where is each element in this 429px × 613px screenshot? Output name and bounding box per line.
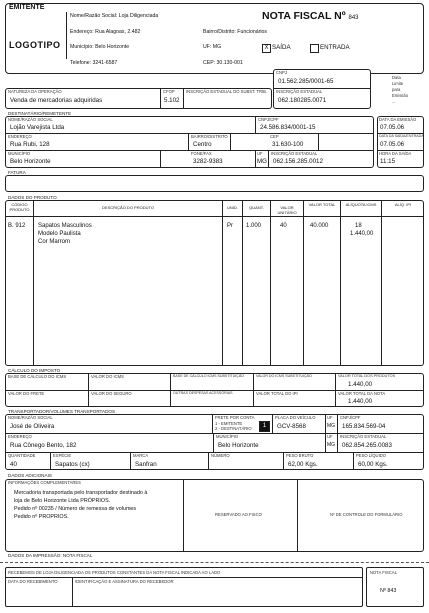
tr-ie-label: INSCRIÇÃO ESTADUAL — [340, 434, 387, 439]
receipt-date-label: DATA DO RECEBIMENTO — [8, 579, 58, 584]
tr-cnpj-label: CNPJ/CPF — [340, 415, 361, 420]
tr-gross-value: 62,00 Kgs. — [288, 461, 318, 468]
ie-label: INSCRIÇÃO ESTADUAL — [276, 89, 323, 94]
emitter-line-1: Endereço: Rua Alagoas, 2.482 — [70, 29, 141, 35]
doc-title — [262, 10, 359, 22]
saida-checkbox[interactable]: X — [262, 44, 271, 53]
tax-section: CÁLCULO DO IMPOSTO — [8, 368, 61, 373]
th-unit: UNID. — [227, 205, 238, 210]
rec-phone-label: FONE/FAX — [191, 151, 212, 156]
rec-district-value: Centro — [193, 141, 212, 148]
tax-ipi-label: VALOR TOTAL DO IPI — [256, 391, 298, 396]
cnpj-label: CNPJ — [276, 70, 287, 75]
tr-ie-value: 062.854.265.0083 — [342, 442, 392, 449]
tr-freight-label: FRETE POR CONTA — [215, 415, 255, 420]
tr-brand-value: Sanfran — [135, 461, 157, 468]
info-line-2: Pedido nº 00235 / Número de remessa de volumes — [14, 506, 137, 512]
side-note-1: Limite — [392, 81, 404, 86]
th-total: VALOR TOTAL — [308, 202, 336, 207]
rec-city-value: Belo Horizonte — [10, 158, 51, 165]
th-qty: QUANT. — [249, 205, 264, 210]
tr-uf-label: UF — [327, 415, 333, 420]
product-ipi: 1.440,00 — [350, 231, 374, 237]
ie-subst-label: INSCRIÇÃO ESTADUAL DO SUBST. TRIB. — [186, 89, 268, 94]
fisco-label: RESERVADO AO FISCO — [215, 512, 262, 517]
right-line-1: UF: MG — [203, 44, 222, 50]
tr-number-label: NÚMERO — [211, 453, 230, 458]
rec-time-value: 11:15 — [380, 158, 396, 165]
th-icms: ALÍQUOTA ICMS — [345, 202, 377, 207]
receipt-sign-label: IDENTIFICAÇÃO E ASSINATURA DO RECEBEDOR — [75, 579, 174, 584]
transport-section: TRANSPORTADOR/VOLUMES TRANSPORTADOS — [8, 409, 116, 414]
tax-other-label: OUTRAS DESPESAS ACESSÓRIAS — [173, 391, 233, 395]
rec-cnpj-label: CNPJ/CPF — [258, 117, 279, 122]
product-unit: Pr — [227, 223, 233, 229]
logo: LOGOTIPO — [9, 40, 61, 50]
th-unit-price: VALOR UNITÁRIO — [277, 205, 297, 215]
entrada-label: ENTRADA — [320, 44, 350, 51]
tax-total-note-label: VALOR TOTAL DA NOTA — [338, 391, 386, 396]
tax-base-icms-label: BASE DE CÁLCULO DO ICMS — [8, 374, 67, 379]
th-ipi: ALÍQ. IPI — [394, 202, 412, 207]
receipt-text: RECEBEMOS DE LOJA DILIGENCIADA OS PRODUTOS CONSTANTES DA NOTA FISCAL INDICADA AO LADO — [8, 570, 221, 575]
side-note-0: Data — [392, 75, 401, 80]
rec-district-label: BAIRRO/DISTRITO — [191, 134, 228, 139]
tr-name-value: José de Oliveira — [10, 423, 55, 430]
tr-uf-value: MG — [327, 423, 336, 429]
tax-insurance-label: VALOR DO SEGURO — [91, 391, 132, 396]
info-label: INFORMAÇÕES COMPLEMENTARES — [8, 480, 81, 485]
tr-freight-opt-1: 2 - DESTINATÁRIO — [215, 426, 252, 431]
rec-ie-value: 062.156.285.0012 — [273, 158, 323, 165]
emitter-line-2: Município: Belo Horizonte — [70, 44, 130, 50]
receipt-nf-value: Nº 843 — [380, 588, 397, 594]
tr-name-label: NOME/RAZÃO SOCIAL — [8, 415, 53, 420]
rec-time-label: HORA DA SAÍDA — [379, 151, 412, 156]
entrada-checkbox[interactable] — [310, 44, 319, 53]
rec-emission-value: 07.05.06 — [380, 124, 405, 131]
invoice-section: FATURA — [8, 170, 26, 175]
doc-title-text: NOTA FISCAL Nº — [262, 10, 346, 22]
tax-freight-label: VALOR DO FRETE — [8, 391, 45, 396]
rec-uf-label: UF — [257, 151, 263, 156]
tr-gross-label: PESO BRUTO — [286, 453, 314, 458]
rec-cnpj-value: 24.586.834/0001-15 — [260, 124, 316, 131]
tax-icms-subst-label: VALOR DO ICMS SUBSTITUIÇÃO — [256, 374, 312, 378]
info-line-3: Pedido nº PROPRIOS. — [14, 514, 69, 520]
rec-city-label: MUNICÍPIO — [8, 151, 31, 156]
tr-uf2-label: UF — [327, 434, 333, 439]
rec-emission-label: DATA DA EMISSÃO — [379, 117, 417, 122]
saida-label: SAÍDA — [272, 44, 291, 51]
product-unit-price: 40 — [280, 223, 287, 229]
tax-total-products-value: 1.440,00 — [348, 381, 373, 388]
tr-address-label: ENDEREÇO — [8, 434, 32, 439]
side-note-2: para — [392, 87, 401, 92]
print-label: Nº DE CONTROLE DO FORMULÁRIO — [330, 512, 403, 517]
right-line-0: Bairro/Distrito: Funcionários — [203, 29, 268, 35]
tax-total-note-value: 1.440,00 — [348, 398, 373, 405]
rec-ie-label: INSCRIÇÃO ESTADUAL — [271, 151, 318, 156]
tax-base-subst-label: BASE DE CÁLCULO ICMS SUBSTITUIÇÃO — [173, 374, 245, 378]
tax-icms-label: VALOR DO ICMS — [91, 374, 124, 379]
info-line-0: Mercadoria transportada pelo transportador destinado à — [14, 490, 148, 496]
tr-city-value: Belo Horizonte — [218, 442, 259, 449]
rec-name-value: Lojão Varejista Ltda — [10, 124, 65, 131]
tr-qty-label: QUANTIDADE — [8, 453, 36, 458]
emitter-title: EMITENTE — [9, 4, 45, 11]
cut-line — [0, 562, 429, 563]
tr-net-label: PESO LÍQUIDO — [356, 453, 387, 458]
tr-brand-label: MARCA — [133, 453, 149, 458]
rec-exit-date-label: DATA DA SAÍDA/ENTRADA — [379, 134, 424, 138]
emitter-line-3: Telefone: 3241-6587 — [70, 60, 118, 66]
additional-section: DADOS ADICIONAIS — [8, 473, 52, 478]
th-desc: DESCRIÇÃO DO PRODUTO — [102, 205, 154, 210]
rec-exit-date-value: 07.05.06 — [380, 141, 405, 148]
product-icms: 18 — [355, 223, 362, 229]
rec-cep-label: CEP — [270, 134, 279, 139]
cnpj-value: 01.562.285/0001-65 — [278, 78, 334, 85]
rec-phone-value: 3282-9383 — [193, 158, 223, 165]
tr-address-value: Rua Cônego Bento, 182 — [10, 442, 77, 449]
product-desc-2: Cor Marrom — [38, 239, 71, 245]
nature-label: NATUREZA DA OPERAÇÃO — [8, 89, 62, 94]
receipt-nf-label: NOTA FISCAL — [370, 570, 397, 575]
tr-plate-label: PLACA DO VEÍCULO — [275, 415, 316, 420]
tr-city-label: MUNICÍPIO — [216, 434, 239, 439]
tax-total-products-label: VALOR TOTAL DOS PRODUTOS — [338, 374, 396, 378]
tr-net-value: 60,00 Kgs. — [358, 461, 388, 468]
product-desc-0: Sapatos Masculinos — [38, 223, 92, 229]
tr-kind-value: Sapatos (cx) — [55, 461, 90, 468]
right-line-2: CEP: 30.130-001 — [203, 60, 243, 66]
products-section: DADOS DO PRODUTO — [8, 195, 57, 200]
doc-number: 843 — [348, 15, 359, 21]
product-desc-1: Modelo Paulista — [38, 231, 81, 237]
cfop-value: 5.102 — [164, 97, 180, 104]
info-line-1: loja de Belo Horizonte Ltda PRÓPRIOS. — [14, 498, 111, 504]
product-qty: 1.000 — [246, 223, 262, 229]
tr-plate-value: GCV-8568 — [277, 423, 306, 430]
recipient-section: DESTINATÁRIO/REMETENTE — [8, 111, 72, 116]
rec-address-value: Rua Rubi, 128 — [10, 141, 50, 148]
tr-kind-label: ESPÉCIE — [53, 453, 72, 458]
tr-freight-box[interactable]: 1 — [259, 421, 270, 432]
ie-value: 062.180285.0071 — [278, 97, 327, 104]
cfop-label: CFOP — [163, 89, 175, 94]
product-total: 40.000 — [310, 223, 329, 229]
rec-uf-value: MG — [257, 158, 267, 165]
rec-address-label: ENDEREÇO — [8, 134, 32, 139]
side-note-4: ... — [392, 99, 396, 104]
invoice-box — [5, 175, 424, 192]
tr-freight-opt-0: 1 - EMITENTE — [215, 421, 243, 426]
footer-note: DADOS DA IMPRESSÃO: NOTA FISCAL — [8, 553, 93, 558]
th-code: CÓDIGO PRODUTO — [9, 202, 30, 212]
tr-qty-value: 40 — [10, 461, 17, 468]
product-code: B. 912 — [8, 223, 26, 229]
side-note-3: Emissão — [392, 93, 409, 98]
rec-cep-value: 31.630-100 — [272, 141, 304, 148]
nature-value: Venda de mercadorias adquiridas — [10, 97, 103, 104]
rec-name-label: NOME/RAZÃO SOCIAL — [8, 117, 53, 122]
emitter-line-0: Nome/Razão Social: Loja Diligenciada — [70, 13, 159, 19]
tr-uf2-value: MG — [327, 442, 336, 448]
tr-cnpj-value: 165.834.569-04 — [342, 423, 386, 430]
